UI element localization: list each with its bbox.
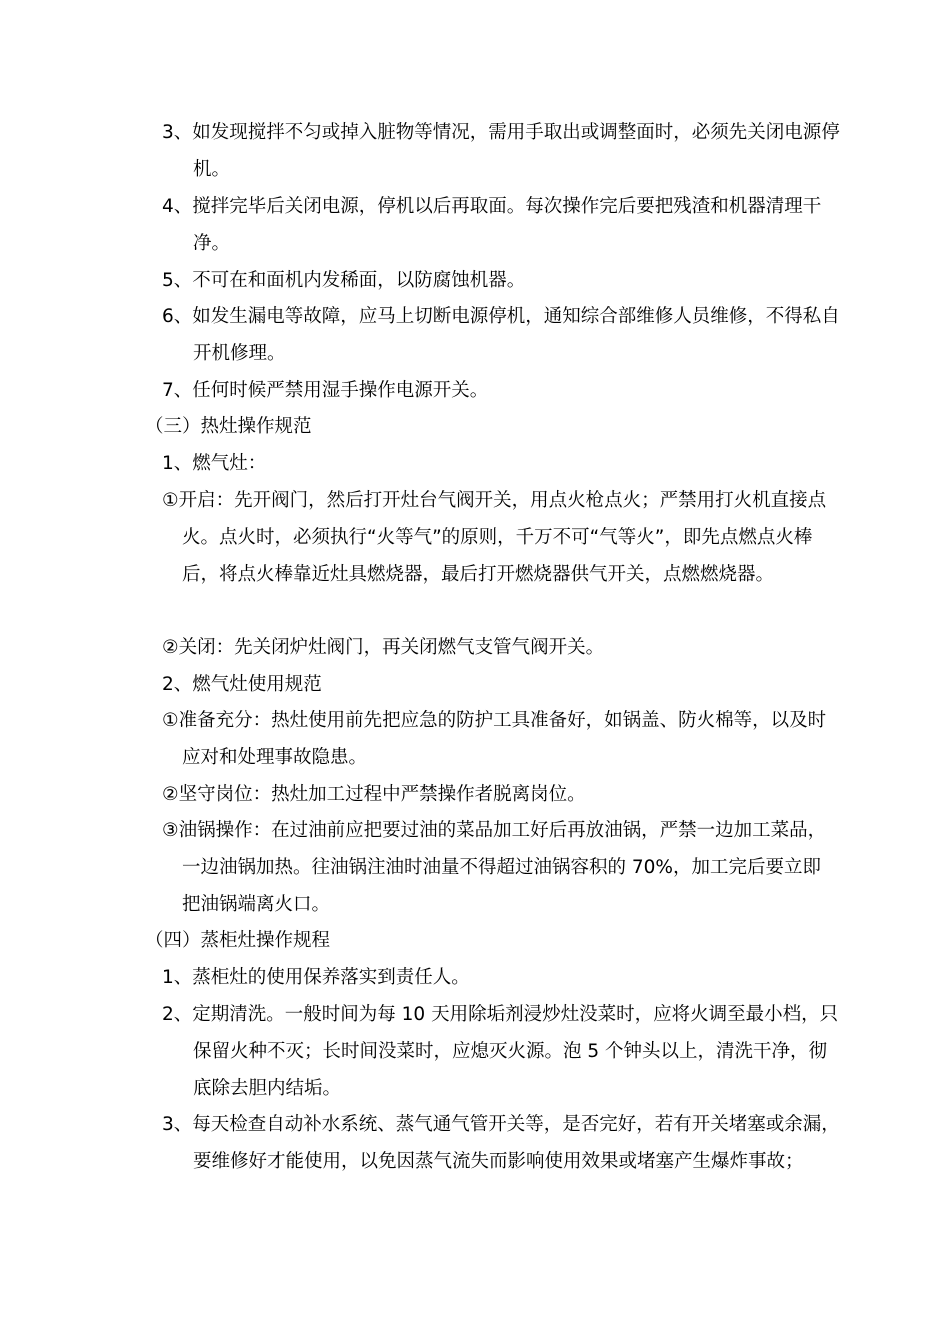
subheading-gas-stove: 1、燃气灶： <box>162 453 267 474</box>
paragraph-item-3: 3、如发现搅拌不匀或掉入脏物等情况，需用手取出或调整面时，必须先关闭电源停机。 <box>162 122 840 180</box>
paragraph-prepare: ①准备充分：热灶使用前先把应急的防护工具准备好，如锅盖、防火棉等，以及时应对和处理事故隐患。 <box>162 710 827 768</box>
paragraph-item-7: 7、任何时候严禁用湿手操作电源开关。 <box>162 380 489 401</box>
paragraph-item-5: 5、不可在和面机内发稀面，以防腐蚀机器。 <box>162 270 526 291</box>
paragraph-oil-pan: ③油锅操作：在过油前应把要过油的菜品加工好后再放油锅，严禁一边加工菜品，一边油锅加热。往油锅注油时油量不得超过油锅容积的 70%，加工完后要立即把油锅端离火口。 <box>162 820 827 915</box>
paragraph-steam-3: 3、每天检查自动补水系统、蒸气通气管开关等，是否完好，若有开关堵塞或余漏，要维修好才能使用，以免因蒸气流失而影响使用效果或堵塞产生爆炸事故； <box>162 1114 840 1172</box>
paragraph-close: ②关闭：先关闭炉灶阀门，再关闭燃气支管气阀开关。 <box>162 637 605 658</box>
paragraph-item-4: 4、搅拌完毕后关闭电源，停机以后再取面。每次操作完后要把残渣和机器清理干净。 <box>162 196 822 254</box>
section-heading-4: （四）蒸柜灶操作规程 <box>145 930 331 951</box>
subheading-gas-stove-rules: 2、燃气灶使用规范 <box>162 674 322 695</box>
paragraph-steam-2: 2、定期清洗。一般时间为每 10 天用除垢剂浸炒灶没菜时，应将火调至最小档，只保留火种不灭；长时间没菜时，应熄灭火源。泡 5 个钟头以上，清洗干净，彻底除去胆内结垢。 <box>162 1004 839 1099</box>
section-heading-3: （三）热灶操作规范 <box>145 416 312 437</box>
paragraph-item-6: 6、如发生漏电等故障，应马上切断电源停机，通知综合部维修人员维修，不得私自开机修理。 <box>162 306 840 364</box>
paragraph-open: ①开启：先开阀门，然后打开灶台气阀开关，用点火枪点火；严禁用打火机直接点火。点火时，必须执行“火等气”的原则，千万不可“气等火”，即先点燃点火棒后，将点火棒靠近灶具燃烧器，最后打开燃烧器供气开关，点燃燃烧器。 <box>162 490 827 585</box>
paragraph-steam-1: 1、蒸柜灶的使用保养落实到责任人。 <box>162 967 470 988</box>
paragraph-stay-post: ②坚守岗位：热灶加工过程中严禁操作者脱离岗位。 <box>162 784 586 805</box>
